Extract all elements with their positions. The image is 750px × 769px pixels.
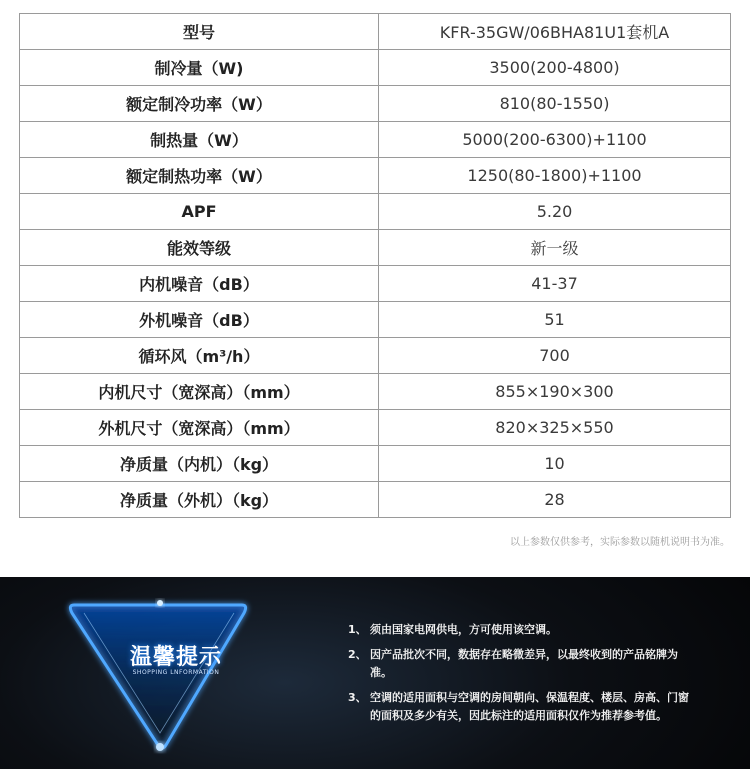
spec-value: 41-37 <box>379 266 731 302</box>
table-row <box>20 230 731 266</box>
table-row <box>20 374 731 410</box>
notice-subtitle: SHOPPING LNFORMATION <box>132 669 220 676</box>
spec-label: 制热量（W） <box>20 122 379 158</box>
table-row <box>20 14 731 50</box>
spec-value: 1250(80-1800)+1100 <box>379 158 731 194</box>
spec-label: 额定制冷功率（W） <box>20 86 379 122</box>
spec-label: 内机噪音（dB） <box>20 266 379 302</box>
list-item-text: 空调的适用面积与空调的房间朝向、保温程度、楼层、房高、门窗的面积及多少有关，因此标注的适用面积仅作为推荐参考值。 <box>370 691 689 722</box>
list-item-text: 因产品批次不同，数据存在略微差异，以最终收到的产品铭牌为准。 <box>370 648 678 679</box>
list-item-number: 3、 <box>348 691 367 704</box>
spec-value: 810(80-1550) <box>379 86 731 122</box>
spec-value: 820×325×550 <box>379 410 731 446</box>
list-item <box>348 621 693 639</box>
spec-value: 新一级 <box>379 230 731 266</box>
table-row <box>20 338 731 374</box>
notice-title: 温馨提示 <box>129 645 222 670</box>
spec-label: 型号 <box>20 14 379 50</box>
table-row <box>20 194 731 230</box>
list-item-number: 2、 <box>348 648 367 661</box>
table-row <box>20 50 731 86</box>
spec-table <box>19 13 731 518</box>
table-row <box>20 446 731 482</box>
list-item-text: 须由国家电网供电，方可使用该空调。 <box>370 623 557 636</box>
disclaimer-note: 以上参数仅供参考，实际参数以随机说明书为准。 <box>510 537 730 548</box>
spec-label: 内机尺寸（宽深高）（mm） <box>20 374 379 410</box>
spec-value: 855×190×300 <box>379 374 731 410</box>
spec-value: 28 <box>379 482 731 518</box>
table-row <box>20 482 731 518</box>
spec-label: 外机噪音（dB） <box>20 302 379 338</box>
spec-label: 循环风（m³/h） <box>20 338 379 374</box>
table-row <box>20 302 731 338</box>
notice-list <box>348 621 693 732</box>
spec-label: APF <box>20 194 379 230</box>
spec-value: 3500(200-4800) <box>379 50 731 86</box>
spec-label: 额定制热功率（W） <box>20 158 379 194</box>
spec-value: 10 <box>379 446 731 482</box>
table-row <box>20 86 731 122</box>
list-item <box>348 689 693 725</box>
spec-label: 净质量（内机）（kg） <box>20 446 379 482</box>
spec-value: 700 <box>379 338 731 374</box>
notice-badge <box>60 577 260 767</box>
spec-value: KFR-35GW/06BHA81U1套机A <box>379 14 731 50</box>
spec-value: 5.20 <box>379 194 731 230</box>
table-row <box>20 266 731 302</box>
spec-label: 外机尺寸（宽深高）（mm） <box>20 410 379 446</box>
list-item <box>348 646 693 682</box>
notice-panel <box>0 577 750 769</box>
spec-value: 5000(200-6300)+1100 <box>379 122 731 158</box>
table-row <box>20 122 731 158</box>
list-item-number: 1、 <box>348 623 367 636</box>
spec-label: 净质量（外机）（kg） <box>20 482 379 518</box>
spec-table-body <box>20 14 731 518</box>
spec-label: 能效等级 <box>20 230 379 266</box>
table-row <box>20 410 731 446</box>
table-row <box>20 158 731 194</box>
spec-label: 制冷量（W) <box>20 50 379 86</box>
spec-value: 51 <box>379 302 731 338</box>
